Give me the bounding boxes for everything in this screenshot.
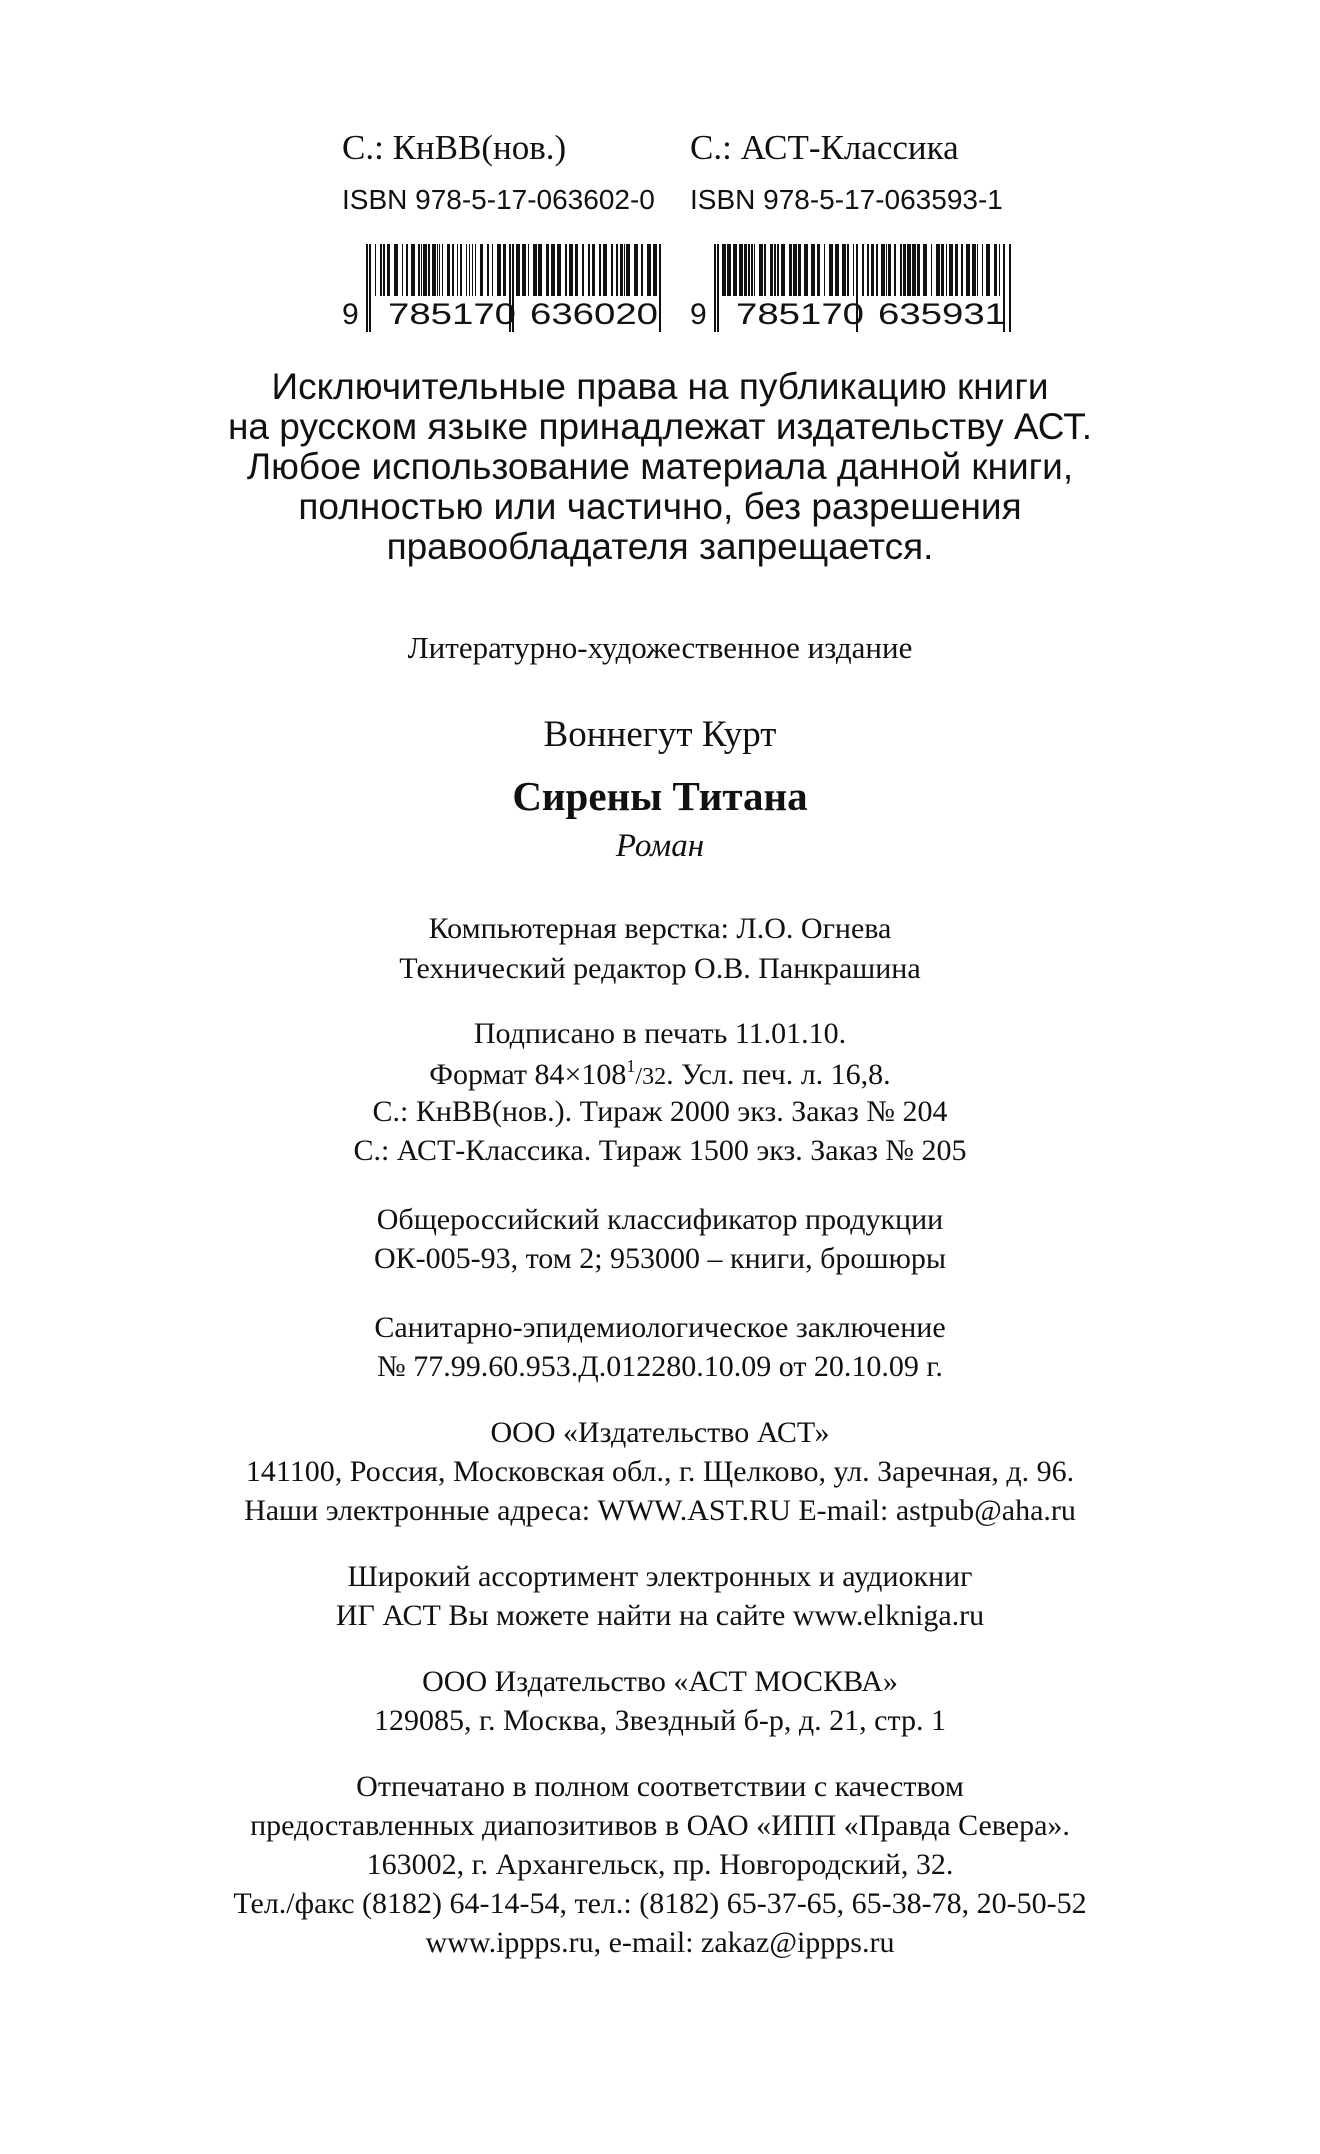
book-title: Сирены Титана xyxy=(512,773,808,819)
barcode-bar xyxy=(739,244,743,296)
barcode-bar xyxy=(480,244,483,296)
barcode-bar xyxy=(603,244,607,296)
barcode-bar xyxy=(503,244,506,296)
barcode-digits-right: 635931 xyxy=(878,298,1006,331)
rights-notice-line: полностью или частично, без разрешения xyxy=(298,486,1022,527)
barcode-bar xyxy=(565,244,567,296)
barcode-bar xyxy=(748,244,750,296)
barcode-bar xyxy=(871,244,874,296)
barcode-bar xyxy=(575,244,578,296)
barcode-bar xyxy=(907,244,911,296)
barcode-bar xyxy=(955,244,958,296)
barcode-bar xyxy=(972,244,976,296)
barcode-bar xyxy=(492,244,493,296)
barcode-bar xyxy=(977,244,978,296)
barcode-bar xyxy=(774,244,776,296)
barcode-bar xyxy=(777,244,779,296)
barcode-bar xyxy=(931,244,932,296)
barcode-bar xyxy=(798,244,801,296)
barcode-bar xyxy=(437,244,438,296)
barcode-digits-left: 785170 xyxy=(388,298,516,331)
barcode-bar xyxy=(722,244,726,296)
barcode-bar xyxy=(592,244,595,296)
barcode-bar xyxy=(611,244,613,296)
barcode-bar xyxy=(423,244,427,296)
barcode-bar xyxy=(487,244,489,296)
barcode-bar xyxy=(418,244,420,296)
barcode-bar xyxy=(917,244,920,296)
printer-line: Тел./факс (8182) 64-14-54, тел.: (8182) 65-37-65, 65-38-78, 20-50-52 xyxy=(233,1887,1087,1920)
barcode-bar xyxy=(793,244,797,296)
format-suffix: . Усл. печ. л. 16,8. xyxy=(666,1058,891,1091)
barcode-bar xyxy=(442,244,443,296)
barcode-bar xyxy=(647,244,651,296)
barcode-bar xyxy=(475,244,476,296)
barcode-bar xyxy=(616,244,618,296)
barcode-bar xyxy=(538,244,542,296)
barcode-bar xyxy=(900,244,902,296)
format-prefix: Формат 84×108 xyxy=(429,1058,627,1091)
barcode-bar xyxy=(452,244,454,296)
barcode-bar xyxy=(751,244,753,296)
barcode-bar xyxy=(853,244,854,296)
sanitary-line: № 77.99.60.953.Д.012280.10.09 от 20.10.09 г. xyxy=(377,1350,943,1383)
barcode-bar xyxy=(533,244,537,296)
audiobooks-line: Широкий ассортимент электронных и аудиокниг xyxy=(347,1560,973,1593)
barcode-lead-digit: 9 xyxy=(342,298,359,331)
barcode-digits xyxy=(690,294,1020,334)
ast-moskva-line: 129085, г. Москва, Звездный б-р, д. 21, стр. 1 xyxy=(374,1704,946,1737)
credit-line: Компьютерная верстка: Л.О. Огнева xyxy=(428,912,892,945)
print-run-line: С.: КнВВ(нов.). Тираж 2000 экз. Заказ № 204 xyxy=(372,1095,948,1128)
rights-notice-line: на русском языке принадлежат издательству АСТ. xyxy=(228,406,1092,447)
barcode-bar xyxy=(457,244,458,296)
barcode-bar xyxy=(624,244,625,296)
barcode-bar xyxy=(569,244,573,296)
barcode-bar xyxy=(759,244,763,296)
barcode-bar xyxy=(599,244,601,296)
barcode-block-ast-klassika xyxy=(690,128,1070,338)
barcode-bar xyxy=(886,244,887,296)
publisher-line: Наши электронные адреса: WWW.AST.RU E-mail: astpub@aha.ru xyxy=(244,1494,1076,1527)
barcode-bar xyxy=(817,244,820,296)
barcode-bar xyxy=(835,244,839,296)
barcode-bar xyxy=(789,244,792,296)
classifier-line: Общероссийский классификатор продукции xyxy=(376,1203,944,1236)
barcode-bar xyxy=(528,244,529,296)
barcode-label: С.: КнВВ(нов.) xyxy=(342,128,567,167)
isbn-number: ISBN 978-5-17-063593-1 xyxy=(690,184,1003,215)
format-line xyxy=(0,1056,1320,1092)
barcode-bar xyxy=(994,244,997,296)
rights-notice-line: правообладателя запрещается. xyxy=(386,526,934,567)
barcode-bar xyxy=(829,244,833,296)
print-run-line: С.: АСТ-Классика. Тираж 1500 экз. Заказ № 205 xyxy=(353,1134,967,1167)
printer-line: предоставленных диапозитивов в ОАО «ИПП «Правда Севера». xyxy=(250,1809,1070,1842)
barcode-bar xyxy=(770,244,773,296)
barcode-bar xyxy=(764,244,766,296)
barcode-bar xyxy=(516,244,520,296)
sanitary-line: Санитарно-эпидемиологическое заключение xyxy=(374,1311,946,1344)
barcode-bar xyxy=(546,244,549,296)
barcode-bar xyxy=(781,244,785,296)
barcode-bar xyxy=(961,244,963,296)
edition-type: Литературно-художественное издание xyxy=(407,630,913,665)
barcode-bar xyxy=(986,244,990,296)
barcode-bar xyxy=(982,244,983,296)
ast-moskva-line: ООО Издательство «АСТ МОСКВА» xyxy=(422,1665,898,1698)
barcode-bar xyxy=(876,244,878,296)
barcode-bar xyxy=(744,244,747,296)
barcode-bar xyxy=(936,244,940,296)
barcode-bar xyxy=(754,244,755,296)
barcode-block-knvv xyxy=(342,128,722,338)
barcode-bar xyxy=(999,244,1000,296)
barcode-lead-digit: 9 xyxy=(690,298,707,331)
barcode-bar xyxy=(588,244,590,296)
book-genre: Роман xyxy=(615,828,705,864)
barcode-bar xyxy=(867,244,869,296)
barcode-bar xyxy=(472,244,473,296)
barcode-bar xyxy=(912,244,916,296)
barcode-bar xyxy=(447,244,450,296)
barcode-bar xyxy=(375,244,376,296)
printer-line: Отпечатано в полном соответствии с качеством xyxy=(356,1770,964,1803)
barcode-bar xyxy=(421,244,422,296)
barcode-bar xyxy=(394,244,398,296)
barcode-bar xyxy=(842,244,846,296)
barcode-bar xyxy=(620,244,623,296)
barcode-bar xyxy=(582,244,584,296)
barcode-bar xyxy=(402,244,403,296)
printer-line: 163002, г. Архангельск, пр. Новгородский, 32. xyxy=(366,1848,954,1881)
barcode-bar xyxy=(557,244,561,296)
barcode-bar xyxy=(641,244,643,296)
barcode-digits-right: 636020 xyxy=(530,298,658,331)
barcode-bar xyxy=(888,244,891,296)
barcode-bar xyxy=(383,244,385,296)
barcode-bar xyxy=(497,244,501,296)
barcode-bar xyxy=(432,244,436,296)
barcode-bar xyxy=(966,244,970,296)
barcode-bar xyxy=(923,244,927,296)
book-author: Воннегут Курт xyxy=(543,714,777,755)
signed-date: Подписано в печать 11.01.10. xyxy=(473,1017,847,1050)
barcode-bar xyxy=(469,244,470,296)
barcode-bar xyxy=(949,244,953,296)
barcode-bar xyxy=(903,244,906,296)
publisher-line: 141100, Россия, Московская обл., г. Щелково, ул. Заречная, д. 96. xyxy=(245,1455,1075,1488)
barcode-bar xyxy=(881,244,885,296)
barcode-bar xyxy=(847,244,849,296)
publisher-line: ООО «Издательство АСТ» xyxy=(490,1416,830,1449)
barcode-bar xyxy=(733,244,737,296)
format-subscript: /32 xyxy=(635,1064,667,1090)
audiobooks-line: ИГ АСТ Вы можете найти на сайте www.elkniga.ru xyxy=(335,1599,985,1632)
isbn-number: ISBN 978-5-17-063602-0 xyxy=(342,184,655,215)
barcode-bar xyxy=(387,244,390,296)
barcode-bar xyxy=(551,244,555,296)
barcode-bar xyxy=(653,244,657,296)
barcode-digits xyxy=(342,294,672,334)
barcode-bar xyxy=(894,244,896,296)
barcode-bar xyxy=(946,244,947,296)
barcode-bar xyxy=(941,244,944,296)
barcode-bar xyxy=(460,244,462,296)
barcode-bar xyxy=(466,244,467,296)
rights-notice-line: Исключительные права на публикацию книги xyxy=(271,366,1049,407)
barcode-bar xyxy=(411,244,415,296)
barcode-bar xyxy=(380,244,382,296)
barcode-bar xyxy=(439,244,440,296)
classifier-line: ОК-005-93, том 2; 953000 – книги, брошюры xyxy=(373,1242,947,1275)
format-superscript: 1 xyxy=(626,1056,636,1076)
rights-notice-line: Любое использование материала данной книги, xyxy=(246,446,1074,487)
barcode-bar xyxy=(824,244,825,296)
barcode-bar xyxy=(862,244,864,296)
barcode-bar xyxy=(811,244,815,296)
barcode-bar xyxy=(727,244,731,296)
barcode-bar xyxy=(428,244,430,296)
barcode-digits-left: 785170 xyxy=(736,298,864,331)
barcode-bar xyxy=(406,244,408,296)
barcode-label: С.: АСТ-Классика xyxy=(690,128,959,167)
barcode-bar xyxy=(626,244,630,296)
barcode-bar xyxy=(634,244,638,296)
barcode-bar xyxy=(804,244,808,296)
barcode-bar xyxy=(522,244,526,296)
printer-line: www.ippps.ru, e-mail: zakaz@ippps.ru xyxy=(425,1926,895,1959)
credit-line: Технический редактор О.В. Панкрашина xyxy=(399,952,921,985)
